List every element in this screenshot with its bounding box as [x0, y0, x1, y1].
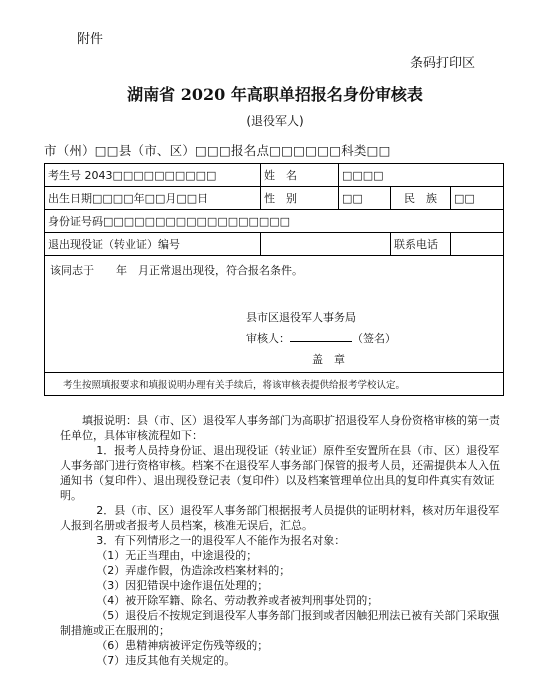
table-row — [45, 164, 504, 187]
phone-label: 联系电话 — [391, 233, 451, 256]
review-statement: 该同志于 年 月正常退出现役，符合报名条件。 — [50, 264, 303, 277]
list-item: （6）患精神病被评定伤残等级的； — [96, 639, 269, 652]
form-note: 考生按照填报要求和填报说明办理有关手续后，将该审核表提供给报考学校认定。 — [45, 373, 504, 396]
instructions-step-1: 1．报考人员持身份证、退出现役证（转业证）原件至安置所在县（市、区）退役军人事务部门进行资格审核。档案不在退役军人事务部门保管的报考人员，还需提供本人入伍通知书（复印件）、退出现役登记表（复印件）以及档案管理单位出具的复印件真实有效证明。 — [60, 444, 500, 502]
ethnic-label: 民 族 — [391, 187, 451, 210]
id-number-field[interactable]: 身份证号码□□□□□□□□□□□□□□□□□□ — [45, 210, 504, 233]
region-line: 市（州）□□县（市、区）□□□报名点□□□□□□科类□□ — [44, 143, 391, 158]
signature-hint: （签名） — [352, 332, 396, 345]
table-row — [45, 187, 504, 210]
reviewer-label: 审核人： — [246, 332, 290, 345]
identity-review-table — [44, 163, 504, 396]
table-row — [45, 373, 504, 396]
list-item: （1）无正当理由，中途退役的； — [96, 549, 258, 562]
seal-label: 盖 章 — [312, 353, 345, 366]
review-remark-cell — [45, 256, 504, 373]
table-row — [45, 210, 504, 233]
discharge-cert-label: 退出现役证（转业证）编号 — [45, 233, 261, 256]
gender-label: 性 别 — [261, 187, 339, 210]
attachment-label: 附件 — [77, 32, 104, 47]
table-row — [45, 233, 504, 256]
instructions-step-3: 3．有下列情形之一的退役军人不能作为报名对象： — [96, 534, 346, 547]
barcode-print-area: 条码打印区 — [410, 56, 476, 71]
instructions-intro: 填报说明：县（市、区）退役军人事务部门为高职扩招退役军人身份资格审核的第一责任单位，具体审核流程如下： — [60, 414, 500, 442]
gender-field[interactable]: □□ — [339, 187, 391, 210]
exam-number-field[interactable]: 考生号 2043□□□□□□□□□□ — [45, 164, 261, 187]
reviewer-line — [246, 330, 396, 346]
instructions — [60, 413, 503, 668]
list-item: （5）退役后不按规定到退役军人事务部门报到或者因触犯刑法已被有关部门采取强制措施或正在服刑的； — [60, 609, 500, 637]
name-field[interactable]: □□□□ — [339, 164, 504, 187]
form-subtitle: (退役军人) — [246, 114, 304, 128]
discharge-cert-field[interactable] — [261, 233, 391, 256]
list-item: （4）被开除军籍、除名、劳动教养或者被判刑事处罚的； — [96, 594, 379, 607]
ethnic-field[interactable]: □□ — [451, 187, 504, 210]
list-item: （7）违反其他有关规定的。 — [96, 654, 236, 667]
birth-date-field[interactable]: 出生日期□□□□年□□月□□日 — [45, 187, 261, 210]
instructions-step-2: 2．县（市、区）退役军人事务部门根据报考人员提供的证明材料，核对历年退役军人报到名册或者报考人员档案，核准无误后，汇总。 — [60, 504, 500, 532]
review-organization: 县市区退役军人事务局 — [246, 311, 356, 324]
list-item: （2）弄虚作假，伪造涂改档案材料的； — [96, 564, 291, 577]
reviewer-signature-line[interactable] — [290, 330, 352, 342]
phone-field[interactable] — [451, 233, 504, 256]
list-item: （3）因犯错误中途作退伍处理的； — [96, 579, 269, 592]
name-label: 姓 名 — [261, 164, 339, 187]
table-row — [45, 256, 504, 373]
form-title: 湖南省 2020 年高职单招报名身份审核表 — [127, 85, 423, 104]
